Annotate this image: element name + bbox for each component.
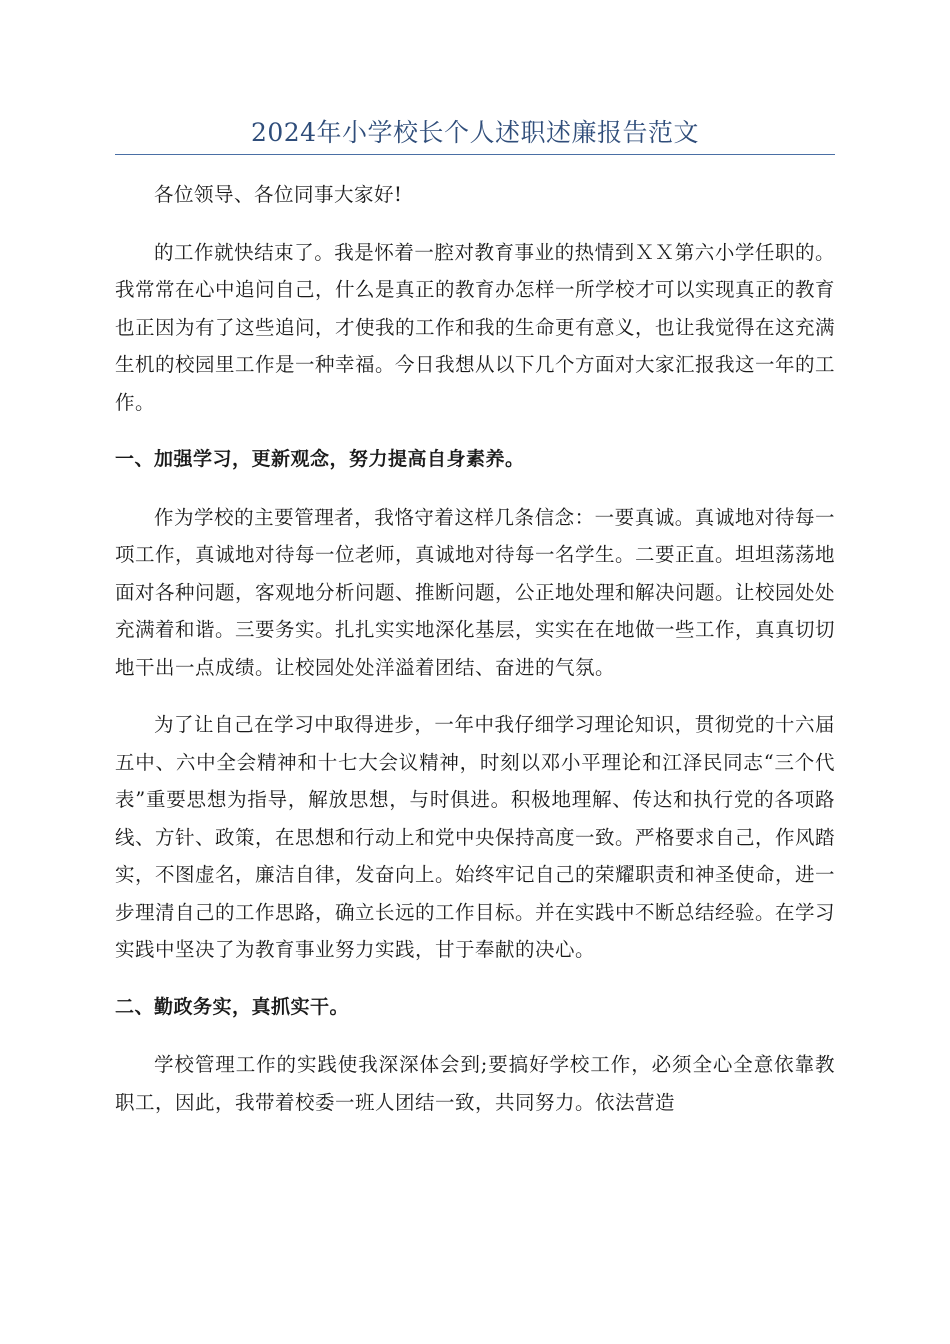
section-heading-1: 一、加强学习，更新观念，努力提高自身素养。 xyxy=(115,448,525,470)
document-body xyxy=(115,176,835,1141)
greeting-paragraph: 各位领导、各位同事大家好! xyxy=(154,183,403,206)
title-underline xyxy=(115,154,835,155)
section-heading-2: 二、勤政务实，真抓实干。 xyxy=(115,995,350,1018)
section-1-paragraph-1: 作为学校的主要管理者，我恪守着这样几条信念：一要真诚。真诚地对待每一项工作，真诚地对待每一位老师，真诚地对待每一名学生。二要正直。坦坦荡荡地面对各种问题，客观地分析问题、推断问题，公正地处理和解决问题。让校园处处充满着和谐。三要务实。扎扎实实地深化基层，实实在在地做一些工作，真真切切地干出一点成绩。让校园处处洋溢着团结、奋进的气氛。 xyxy=(115,505,836,679)
intro-paragraph: 的工作就快结束了。我是怀着一腔对教育事业的热情到ＸＸ第六小学任职的。我常常在心中追问自己，什么是真正的教育办怎样一所学校才可以实现真正的教育也正因为有了这些追问，才使我的工作和我的生命更有意义，也让我觉得在这充满生机的校园里工作是一种幸福。今日我想从以下几个方面对大家汇报我这一年的工作。 xyxy=(115,240,836,414)
section-1-paragraph-2: 为了让自己在学习中取得进步，一年中我仔细学习理论知识，贯彻党的十六届五中、六中全会精神和十七大会议精神，时刻以邓小平理论和江泽民同志“三个代表”重要思想为指导，解放思想，与时俱进。积极地理解、传达和执行党的各项路线、方针、政策，在思想和行动上和党中央保持高度一致。严格要求自己，作风踏实，不图虚名，廉洁自律，发奋向上。始终牢记自己的荣耀职责和神圣使命，进一步理清自己的工作思路，确立长远的工作目标。并在实践中不断总结经验。在学习实践中坚决了为教育事业努力实践，甘于奉献的决心。 xyxy=(115,713,836,961)
document-title: 2024年小学校长个人述职述廉报告范文 xyxy=(250,118,700,147)
section-2-paragraph-1: 学校管理工作的实践使我深深体会到;要搞好学校工作，必须全心全意依靠教职工，因此，我带着校委一班人团结一致，共同努力。依法营造 xyxy=(115,1053,835,1114)
